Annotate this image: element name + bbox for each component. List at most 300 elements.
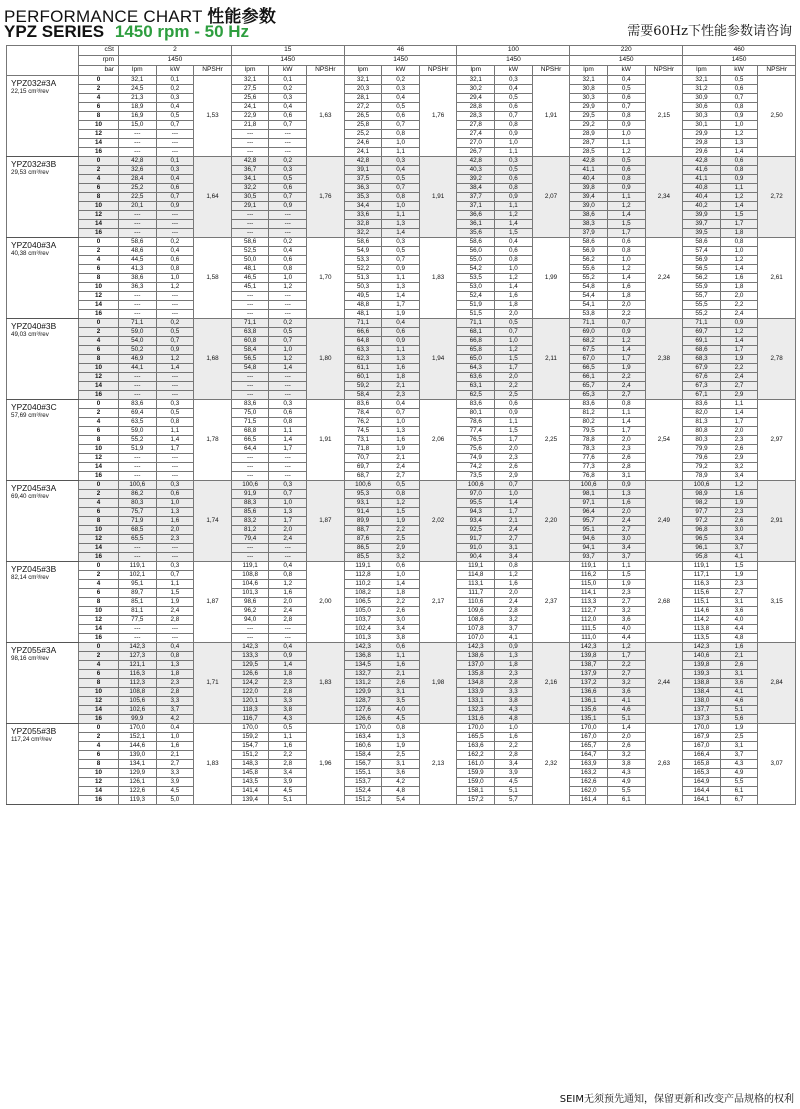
power-kw: 1,4 <box>720 409 758 418</box>
flow-lpm: 29,1 <box>231 202 269 211</box>
flow-lpm: 94,3 <box>457 508 495 517</box>
power-kw: 0,9 <box>607 328 645 337</box>
flow-lpm: 39,8 <box>570 184 608 193</box>
power-kw: 6,1 <box>720 787 758 796</box>
flow-lpm: 20,1 <box>119 202 157 211</box>
power-kw: 2,6 <box>720 445 758 454</box>
flow-lpm: 101,3 <box>344 634 382 643</box>
flow-lpm: 157,2 <box>457 796 495 805</box>
power-kw: --- <box>269 310 307 319</box>
power-kw: 1,0 <box>156 733 194 742</box>
flow-lpm: 29,4 <box>457 94 495 103</box>
flow-lpm: --- <box>231 139 269 148</box>
power-kw: 0,4 <box>382 400 420 409</box>
power-kw: 0,9 <box>495 409 533 418</box>
flow-lpm: 68,8 <box>231 427 269 436</box>
flow-lpm: 135,1 <box>570 715 608 724</box>
pressure-bar: 4 <box>79 661 119 670</box>
npshr-value: 1,71 <box>194 643 232 724</box>
flow-lpm: 25,8 <box>344 121 382 130</box>
pressure-bar: 0 <box>79 400 119 409</box>
power-kw: 1,1 <box>607 409 645 418</box>
power-kw: 0,3 <box>269 166 307 175</box>
npshr-value: 2,02 <box>419 481 457 562</box>
flow-lpm: 106,5 <box>344 598 382 607</box>
flow-lpm: 40,8 <box>683 184 721 193</box>
power-kw: 0,8 <box>382 193 420 202</box>
power-kw: 2,9 <box>720 454 758 463</box>
npshr-value: 1,83 <box>307 643 345 724</box>
flow-lpm: 114,8 <box>457 571 495 580</box>
flow-lpm: 79,9 <box>683 445 721 454</box>
flow-lpm: --- <box>231 391 269 400</box>
power-kw: 2,0 <box>495 310 533 319</box>
power-kw: 1,1 <box>607 562 645 571</box>
flow-lpm: 95,7 <box>570 517 608 526</box>
power-kw: 1,3 <box>269 508 307 517</box>
pressure-bar: 0 <box>79 724 119 733</box>
power-kw: 3,7 <box>607 553 645 562</box>
flow-lpm: 136,1 <box>570 697 608 706</box>
power-kw: 0,1 <box>156 157 194 166</box>
flow-lpm: --- <box>119 625 157 634</box>
flow-lpm: --- <box>231 310 269 319</box>
series-line <box>4 22 249 42</box>
power-kw: 0,9 <box>607 481 645 490</box>
flow-lpm: 124,2 <box>231 679 269 688</box>
power-kw: 0,6 <box>382 328 420 337</box>
power-kw: 1,9 <box>607 580 645 589</box>
flow-lpm: 102,6 <box>119 706 157 715</box>
flow-lpm: 39,5 <box>683 229 721 238</box>
pressure-bar: 4 <box>79 337 119 346</box>
flow-lpm: 112,0 <box>570 616 608 625</box>
power-kw: 0,7 <box>607 103 645 112</box>
power-kw: 0,9 <box>495 130 533 139</box>
flow-lpm: 30,5 <box>231 193 269 202</box>
flow-lpm: 36,3 <box>119 283 157 292</box>
flow-lpm: 29,9 <box>570 103 608 112</box>
power-kw: 4,9 <box>607 778 645 787</box>
model-cell <box>7 562 79 643</box>
power-kw: 3,4 <box>269 769 307 778</box>
pressure-bar: 12 <box>79 211 119 220</box>
flow-lpm: 79,2 <box>683 463 721 472</box>
power-kw: 5,1 <box>607 715 645 724</box>
power-kw: 2,8 <box>495 607 533 616</box>
power-kw: 0,4 <box>382 319 420 328</box>
power-kw: 4,5 <box>156 787 194 796</box>
power-kw: 1,0 <box>269 346 307 355</box>
flow-lpm: 30,8 <box>570 85 608 94</box>
power-kw: 4,3 <box>720 760 758 769</box>
flow-lpm: 58,6 <box>683 238 721 247</box>
flow-lpm: 66,1 <box>570 373 608 382</box>
npshr-value: 2,68 <box>645 562 683 643</box>
pressure-bar: 6 <box>79 508 119 517</box>
flow-lpm: 24,6 <box>344 139 382 148</box>
flow-lpm: 32,1 <box>683 76 721 85</box>
model-name: YPZ040#3C <box>11 402 57 412</box>
flow-lpm: 41,1 <box>570 166 608 175</box>
power-kw: 1,1 <box>495 148 533 157</box>
power-kw: 2,8 <box>269 760 307 769</box>
flow-lpm: 28,7 <box>570 139 608 148</box>
power-kw: 0,3 <box>495 76 533 85</box>
npshr-value: 3,15 <box>758 562 796 643</box>
flow-lpm: --- <box>119 148 157 157</box>
flow-lpm: 97,0 <box>457 490 495 499</box>
model-displacement: 117,24 cm³/rev <box>11 736 52 744</box>
table-row <box>7 643 796 652</box>
power-kw: 0,8 <box>269 418 307 427</box>
pressure-bar: 10 <box>79 688 119 697</box>
power-kw: 1,8 <box>607 292 645 301</box>
power-kw: 2,4 <box>382 463 420 472</box>
flow-lpm: 36,6 <box>457 211 495 220</box>
flow-lpm: 148,3 <box>231 760 269 769</box>
flow-lpm: 54,0 <box>119 337 157 346</box>
flow-lpm: 54,9 <box>344 247 382 256</box>
flow-lpm: 100,6 <box>457 481 495 490</box>
power-kw: 0,6 <box>269 184 307 193</box>
power-kw: 4,1 <box>720 688 758 697</box>
flow-lpm: 28,1 <box>344 94 382 103</box>
power-kw: 0,5 <box>269 328 307 337</box>
power-kw: 2,6 <box>720 661 758 670</box>
power-kw: 3,4 <box>382 625 420 634</box>
flow-lpm: 162,2 <box>457 751 495 760</box>
power-kw: 0,7 <box>607 319 645 328</box>
flow-lpm: 137,0 <box>457 661 495 670</box>
flow-lpm: 138,4 <box>683 688 721 697</box>
power-kw: 0,7 <box>495 328 533 337</box>
power-kw: 1,3 <box>156 661 194 670</box>
power-kw: 0,4 <box>156 643 194 652</box>
flow-lpm: 98,2 <box>683 499 721 508</box>
power-kw: 1,0 <box>382 418 420 427</box>
flow-lpm: 80,2 <box>570 418 608 427</box>
table-body <box>7 46 796 805</box>
model-cell <box>7 238 79 319</box>
flow-lpm: 36,3 <box>344 184 382 193</box>
flow-lpm: 32,6 <box>119 166 157 175</box>
flow-lpm: 41,6 <box>683 166 721 175</box>
flow-lpm: 114,1 <box>570 589 608 598</box>
power-kw: 3,4 <box>495 553 533 562</box>
power-kw: 1,4 <box>607 418 645 427</box>
flow-lpm: 79,6 <box>683 454 721 463</box>
power-kw: 1,4 <box>607 274 645 283</box>
power-kw: 3,4 <box>607 544 645 553</box>
column-head-kw: kW <box>495 66 533 76</box>
power-kw: 2,5 <box>720 733 758 742</box>
column-head-kw: kW <box>720 66 758 76</box>
flow-lpm: 32,2 <box>344 229 382 238</box>
pressure-bar: 14 <box>79 301 119 310</box>
flow-lpm: 163,2 <box>570 769 608 778</box>
flow-lpm: 98,9 <box>683 490 721 499</box>
flow-lpm: 111,7 <box>457 589 495 598</box>
power-kw: 0,3 <box>156 562 194 571</box>
flow-lpm: 138,7 <box>570 661 608 670</box>
flow-lpm: 85,1 <box>119 598 157 607</box>
power-kw: 1,0 <box>495 337 533 346</box>
power-kw: 0,2 <box>156 319 194 328</box>
flow-lpm: 94,0 <box>231 616 269 625</box>
flow-lpm: 24,5 <box>119 85 157 94</box>
power-kw: 2,1 <box>720 652 758 661</box>
flow-lpm: --- <box>119 130 157 139</box>
flow-lpm: 58,6 <box>119 238 157 247</box>
model-displacement: 82,14 cm³/rev <box>11 574 49 582</box>
flow-lpm: 116,3 <box>119 670 157 679</box>
flow-lpm: 151,2 <box>231 751 269 760</box>
power-kw: 1,9 <box>720 724 758 733</box>
power-kw: 2,0 <box>720 292 758 301</box>
flow-lpm: 30,2 <box>457 85 495 94</box>
flow-lpm: 170,0 <box>119 724 157 733</box>
flow-lpm: 65,5 <box>119 535 157 544</box>
power-kw: 4,1 <box>720 553 758 562</box>
pressure-bar: 0 <box>79 157 119 166</box>
power-kw: 0,8 <box>495 121 533 130</box>
flow-lpm: 67,6 <box>683 373 721 382</box>
power-kw: 3,4 <box>720 535 758 544</box>
flow-lpm: 138,6 <box>457 652 495 661</box>
flow-lpm: 40,4 <box>570 175 608 184</box>
flow-lpm: 137,2 <box>570 679 608 688</box>
power-kw: 4,1 <box>495 634 533 643</box>
pressure-bar: 6 <box>79 751 119 760</box>
flow-lpm: 133,1 <box>457 697 495 706</box>
flow-lpm: 71,1 <box>683 319 721 328</box>
power-kw: 0,4 <box>269 562 307 571</box>
pressure-bar: 16 <box>79 472 119 481</box>
flow-lpm: 113,5 <box>683 634 721 643</box>
power-kw: 1,2 <box>269 355 307 364</box>
npshr-value: 2,63 <box>645 724 683 805</box>
flow-lpm: 167,0 <box>683 742 721 751</box>
pressure-bar: 8 <box>79 760 119 769</box>
power-kw: 2,6 <box>382 607 420 616</box>
flow-lpm: 104,6 <box>231 580 269 589</box>
flow-lpm: 136,6 <box>570 688 608 697</box>
flow-lpm: 135,6 <box>570 706 608 715</box>
flow-lpm: 95,8 <box>683 553 721 562</box>
flow-lpm: 28,5 <box>570 148 608 157</box>
flow-lpm: 66,5 <box>231 436 269 445</box>
table-row <box>7 238 796 247</box>
power-kw: 2,0 <box>495 445 533 454</box>
flow-lpm: 158,1 <box>457 787 495 796</box>
power-kw: 1,6 <box>495 733 533 742</box>
flow-lpm: 113,8 <box>683 625 721 634</box>
power-kw: 1,1 <box>382 346 420 355</box>
power-kw: 2,1 <box>495 517 533 526</box>
model-displacement: 29,53 cm³/rev <box>11 169 49 177</box>
flow-lpm: 100,6 <box>683 481 721 490</box>
power-kw: 0,2 <box>269 85 307 94</box>
flow-lpm: 94,6 <box>570 535 608 544</box>
flow-lpm: 61,1 <box>344 364 382 373</box>
flow-lpm: 119,1 <box>683 562 721 571</box>
corner-cell <box>7 46 79 76</box>
flow-lpm: 37,5 <box>344 175 382 184</box>
pressure-bar: 0 <box>79 76 119 85</box>
flow-lpm: 142,3 <box>231 643 269 652</box>
flow-lpm: 25,2 <box>119 184 157 193</box>
power-kw: 2,2 <box>495 742 533 751</box>
flow-lpm: 38,4 <box>457 184 495 193</box>
power-kw: 1,6 <box>156 742 194 751</box>
power-kw: 0,8 <box>382 490 420 499</box>
flow-lpm: 38,6 <box>119 274 157 283</box>
flow-lpm: 29,5 <box>570 112 608 121</box>
flow-lpm: 63,3 <box>344 346 382 355</box>
power-kw: 1,2 <box>720 256 758 265</box>
flow-lpm: 58,6 <box>570 238 608 247</box>
pressure-bar: 10 <box>79 445 119 454</box>
flow-lpm: 53,0 <box>457 283 495 292</box>
npshr-value: 2,50 <box>758 76 796 157</box>
flow-lpm: 77,3 <box>570 463 608 472</box>
power-kw: 1,7 <box>607 229 645 238</box>
power-kw: 1,0 <box>607 130 645 139</box>
flow-lpm: 56,2 <box>683 274 721 283</box>
flow-lpm: 93,4 <box>457 517 495 526</box>
power-kw: 2,2 <box>269 751 307 760</box>
pressure-bar: 4 <box>79 418 119 427</box>
power-kw: 0,8 <box>720 238 758 247</box>
flow-lpm: 66,8 <box>457 337 495 346</box>
flow-lpm: 69,0 <box>570 328 608 337</box>
power-kw: 2,3 <box>156 679 194 688</box>
flow-lpm: 142,3 <box>570 643 608 652</box>
power-kw: --- <box>156 139 194 148</box>
pressure-bar: 16 <box>79 391 119 400</box>
flow-lpm: 53,3 <box>344 256 382 265</box>
flow-lpm: 18,9 <box>119 103 157 112</box>
flow-lpm: 59,0 <box>119 328 157 337</box>
power-kw: 1,7 <box>382 301 420 310</box>
power-kw: 0,3 <box>156 400 194 409</box>
power-kw: 0,1 <box>269 76 307 85</box>
power-kw: 0,4 <box>269 247 307 256</box>
pressure-bar: 6 <box>79 427 119 436</box>
flow-lpm: 36,7 <box>231 166 269 175</box>
npshr-value: 3,07 <box>758 724 796 805</box>
flow-lpm: 28,4 <box>119 175 157 184</box>
power-kw: 3,3 <box>156 769 194 778</box>
power-kw: 1,9 <box>720 499 758 508</box>
flow-lpm: 165,7 <box>570 742 608 751</box>
flow-lpm: 162,0 <box>570 787 608 796</box>
power-kw: 0,4 <box>495 238 533 247</box>
power-kw: 2,1 <box>156 751 194 760</box>
power-kw: 2,8 <box>495 751 533 760</box>
power-kw: 0,9 <box>607 121 645 130</box>
flow-lpm: 32,1 <box>570 76 608 85</box>
power-kw: 4,1 <box>607 697 645 706</box>
flow-lpm: 140,6 <box>683 652 721 661</box>
model-name: YPZ032#3B <box>11 159 57 169</box>
npshr-value: 1,63 <box>307 76 345 157</box>
power-kw: 0,8 <box>607 112 645 121</box>
power-kw: 1,9 <box>607 364 645 373</box>
flow-lpm: 39,9 <box>683 211 721 220</box>
power-kw: 4,5 <box>269 787 307 796</box>
power-kw: 2,8 <box>607 463 645 472</box>
flow-lpm: 114,6 <box>683 607 721 616</box>
column-head-npshr: NPSHr <box>645 66 683 76</box>
pressure-bar: 4 <box>79 94 119 103</box>
power-kw: 1,3 <box>382 355 420 364</box>
power-kw: --- <box>269 373 307 382</box>
flow-lpm: 32,2 <box>231 184 269 193</box>
power-kw: 1,3 <box>382 733 420 742</box>
power-kw: 3,6 <box>607 688 645 697</box>
flow-lpm: 55,2 <box>119 436 157 445</box>
power-kw: 1,8 <box>495 661 533 670</box>
pressure-bar: 16 <box>79 229 119 238</box>
power-kw: 3,0 <box>607 535 645 544</box>
flow-lpm: 41,1 <box>683 175 721 184</box>
flow-lpm: 42,8 <box>231 157 269 166</box>
power-kw: 2,3 <box>607 445 645 454</box>
power-kw: 3,4 <box>495 760 533 769</box>
model-displacement: 69,40 cm³/rev <box>11 493 49 501</box>
flow-lpm: 62,5 <box>457 391 495 400</box>
power-kw: 0,8 <box>495 184 533 193</box>
power-kw: 3,1 <box>720 598 758 607</box>
flow-lpm: --- <box>231 472 269 481</box>
flow-lpm: 91,7 <box>457 535 495 544</box>
model-name: YPZ040#3A <box>11 240 57 250</box>
flow-lpm: 55,2 <box>683 310 721 319</box>
power-kw: 0,8 <box>607 175 645 184</box>
flow-lpm: --- <box>231 382 269 391</box>
npshr-value: 2,25 <box>532 400 570 481</box>
performance-table <box>6 45 796 805</box>
flow-lpm: 76,2 <box>344 418 382 427</box>
column-head-npshr: NPSHr <box>307 66 345 76</box>
flow-lpm: 116,2 <box>570 571 608 580</box>
power-kw: 0,3 <box>156 94 194 103</box>
power-kw: 1,7 <box>495 436 533 445</box>
flow-lpm: 85,6 <box>231 508 269 517</box>
power-kw: 1,4 <box>269 436 307 445</box>
power-kw: 1,9 <box>382 517 420 526</box>
power-kw: --- <box>269 472 307 481</box>
flow-lpm: 142,3 <box>683 643 721 652</box>
power-kw: 1,5 <box>156 589 194 598</box>
pressure-bar: 8 <box>79 112 119 121</box>
flow-lpm: 163,4 <box>344 733 382 742</box>
flow-lpm: 119,1 <box>119 562 157 571</box>
power-kw: --- <box>269 553 307 562</box>
flow-lpm: 67,0 <box>570 355 608 364</box>
power-kw: 0,5 <box>269 724 307 733</box>
power-kw: 2,6 <box>495 463 533 472</box>
power-kw: 4,3 <box>269 715 307 724</box>
flow-lpm: --- <box>231 148 269 157</box>
power-kw: 1,4 <box>269 661 307 670</box>
power-kw: 4,0 <box>607 625 645 634</box>
power-kw: 0,6 <box>720 157 758 166</box>
power-kw: 1,7 <box>269 445 307 454</box>
npshr-value: 1,76 <box>307 157 345 238</box>
